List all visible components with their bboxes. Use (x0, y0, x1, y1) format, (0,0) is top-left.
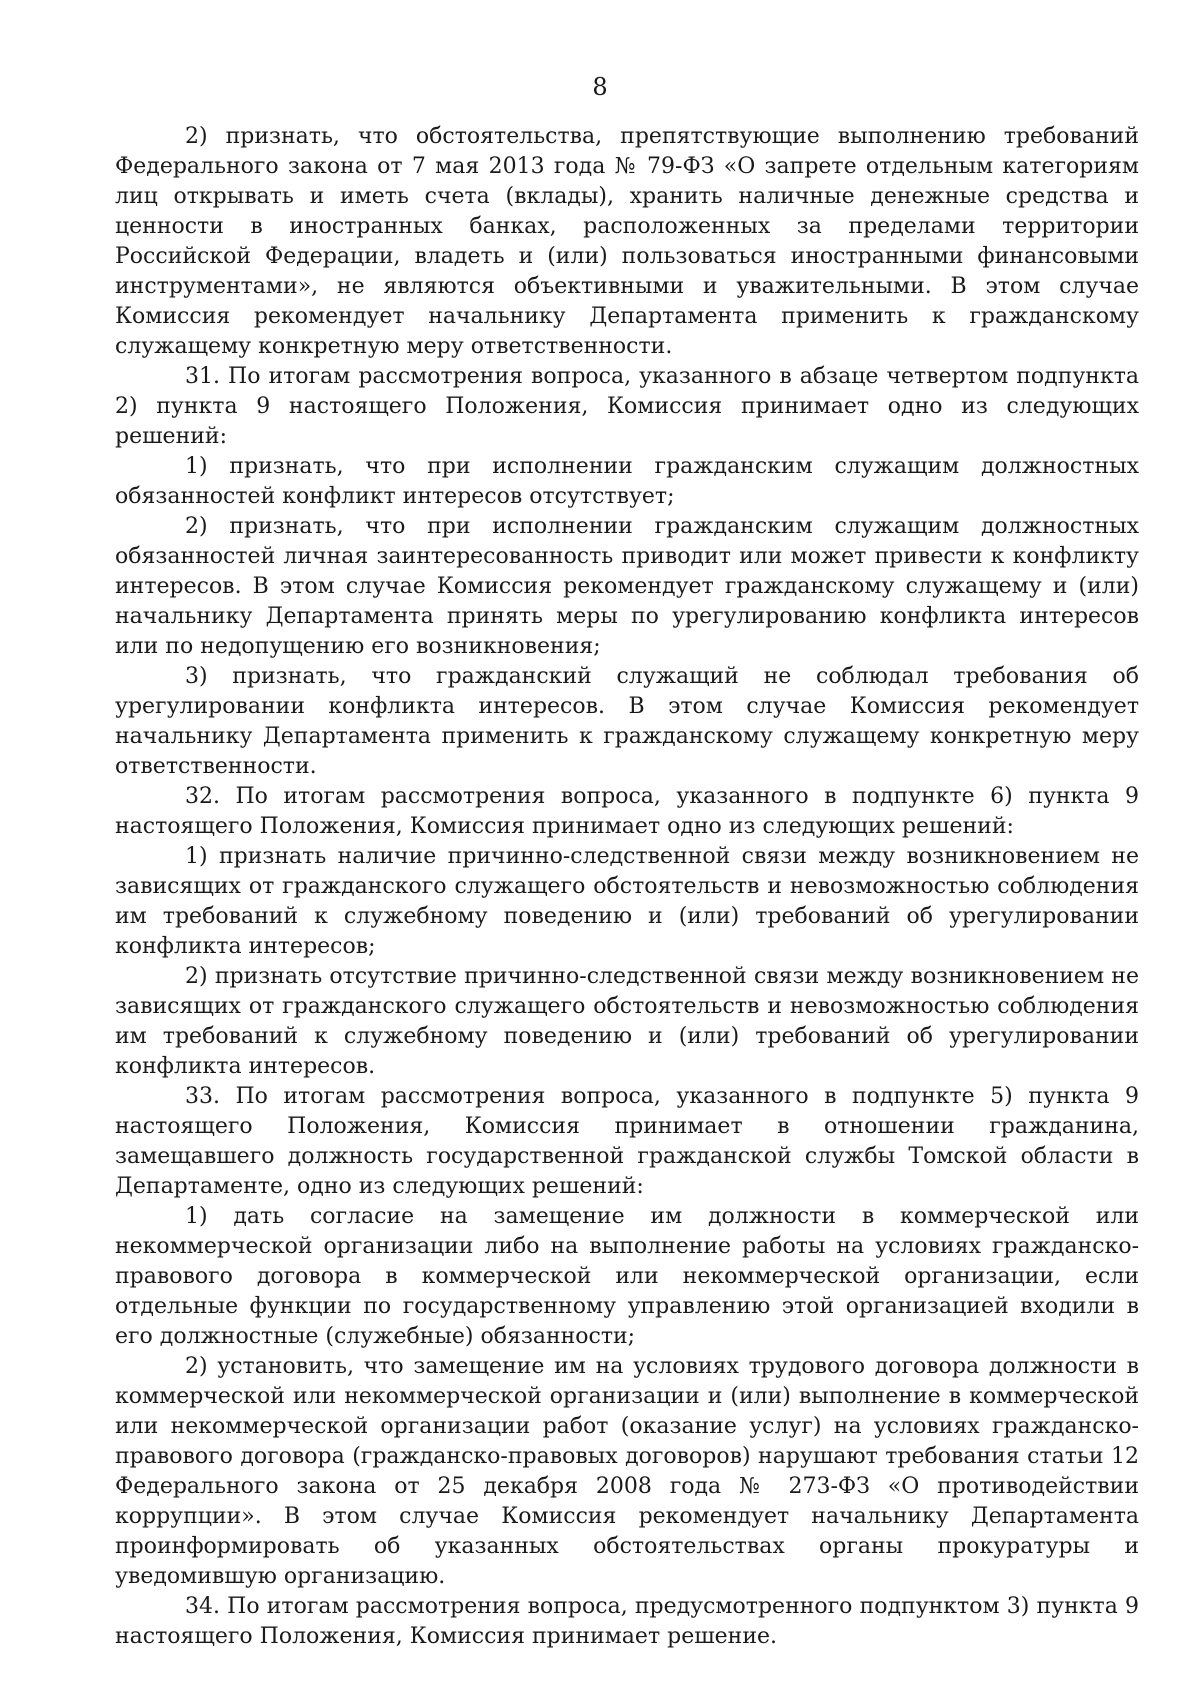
paragraph-33: 33. По итогам рассмотрения вопроса, указанного в подпункте 5) пункта 9 настоящего Положения, Комиссия принимает в отношении гражданина, замещавшего должность государственной гражданской службы Томской области в Департаменте, одно из следующих решений: (115, 1084, 1139, 1199)
document-body (115, 122, 1139, 1652)
page-number: 8 (592, 73, 608, 101)
paragraph-32: 32. По итогам рассмотрения вопроса, указанного в подпункте 6) пункта 9 настоящего Положения, Комиссия принимает одно из следующих решений: (115, 784, 1139, 839)
paragraph-31: 31. По итогам рассмотрения вопроса, указанного в абзаце четвертом подпункта 2) пункта 9 настоящего Положения, Комиссия принимает одно из следующих решений: (115, 364, 1139, 449)
paragraph-30-item-2: 2) признать, что обстоятельства, препятствующие выполнению требований Федерального закона от 7 мая 2013 года № 79-ФЗ «О запрете отдельным категориям лиц открывать и иметь счета (вклады), хранить наличные денежные средства и ценности в иностранных банках, расположенных за пределами территории Российской Федерации, владеть и (или) пользоваться иностранными финансовыми инструментами», не являются объективными и уважительными. В этом случае Комиссия рекомендует начальнику Департамента применить к гражданскому служащему конкретную меру ответственности. (115, 124, 1139, 359)
paragraph-32-item-1: 1) признать наличие причинно-следственной связи между возникновением не зависящих от гражданского служащего обстоятельств и невозможностью соблюдения им требований к служебному поведению и (или) требований об урегулировании конфликта интересов; (115, 844, 1139, 959)
paragraph-33-item-1: 1) дать согласие на замещение им должности в коммерческой или некоммерческой организации либо на выполнение работы на условиях гражданско-правового договора в коммерческой или некоммерческой организации, если отдельные функции по государственному управлению этой организацией входили в его должностные (служебные) обязанности; (115, 1204, 1139, 1349)
paragraph-34: 34. По итогам рассмотрения вопроса, предусмотренного подпунктом 3) пункта 9 настоящего Положения, Комиссия принимает решение. (115, 1594, 1139, 1649)
paragraph-31-item-1: 1) признать, что при исполнении гражданским служащим должностных обязанностей конфликт интересов отсутствует; (115, 454, 1139, 509)
paragraph-31-item-2: 2) признать, что при исполнении гражданским служащим должностных обязанностей личная заинтересованность приводит или может привести к конфликту интересов. В этом случае Комиссия рекомендует гражданскому служащему и (или) начальнику Департамента принять меры по урегулированию конфликта интересов или по недопущению его возникновения; (115, 514, 1139, 659)
paragraph-31-item-3: 3) признать, что гражданский служащий не соблюдал требования об урегулировании конфликта интересов. В этом случае Комиссия рекомендует начальнику Департамента применить к гражданскому служащему конкретную меру ответственности. (115, 664, 1139, 779)
paragraph-32-item-2: 2) признать отсутствие причинно-следственной связи между возникновением не зависящих от гражданского служащего обстоятельств и невозможностью соблюдения им требований к служебному поведению и (или) требований об урегулировании конфликта интересов. (115, 964, 1139, 1079)
paragraph-33-item-2: 2) установить, что замещение им на условиях трудового договора должности в коммерческой или некоммерческой организации и (или) выполнение в коммерческой или некоммерческой организации работ (оказание услуг) на условиях гражданско-правового договора (гражданско-правовых договоров) нарушают требования статьи 12 Федерального закона от 25 декабря 2008 года № 273-ФЗ «О противодействии коррупции». В этом случае Комиссия рекомендует начальнику Департамента проинформировать об указанных обстоятельствах органы прокуратуры и уведомившую организацию. (115, 1354, 1139, 1589)
